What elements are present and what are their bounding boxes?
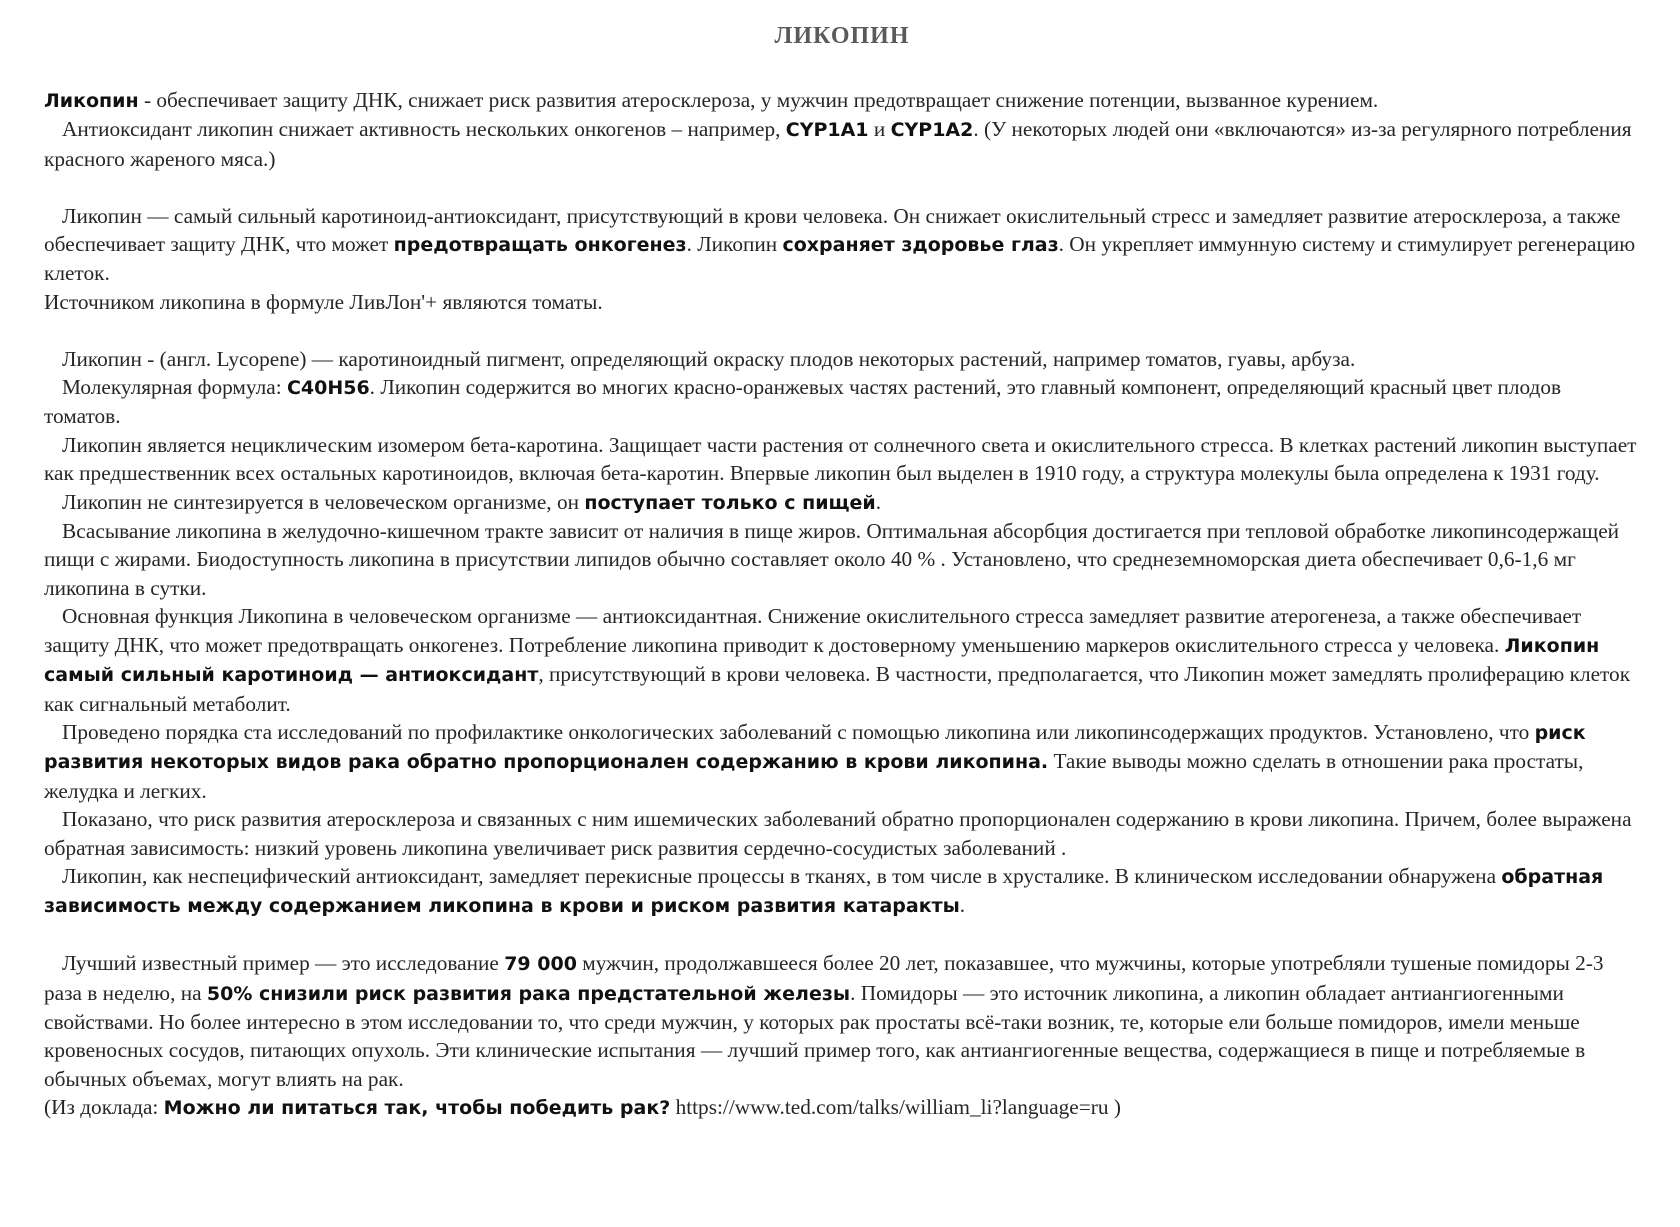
bold-text: предотвращать онкогенез	[393, 234, 687, 257]
text-run: Показано, что риск развития атеросклероза и связанных с ним ишемических заболеваний обратно пропорционален содержанию в крови ликопина. Причем, более выражена обратная зависимость: низкий уровень ликопина увеличивает риск развития сердечно-сосудистых заболеваний .	[44, 807, 1632, 860]
paragraph	[44, 373, 1640, 431]
paragraph	[44, 718, 1640, 805]
paragraph	[44, 345, 1640, 373]
paragraph	[44, 1093, 1640, 1122]
text-run: Источником ликопина в формуле ЛивЛон'+ являются томаты.	[44, 289, 603, 314]
bold-text: CYP1A2	[890, 119, 974, 142]
paragraph	[44, 86, 1640, 115]
text-run: Молекулярная формула:	[62, 375, 287, 400]
bold-text: C40H56	[286, 377, 370, 400]
text-run: Ликопин - (англ. Lycopene) — каротиноидный пигмент, определяющий окраску плодов некоторых растений, например томатов, гуавы, арбуза.	[62, 346, 1356, 371]
bold-text: обратная зависимость между содержанием ликопина в крови и риском развития катаракты	[44, 865, 1604, 918]
text-run: Такие выводы можно сделать в отношении рака простаты, желудка и легких.	[44, 749, 1584, 803]
paragraph	[44, 202, 1640, 288]
text-run: - обеспечивает защиту ДНК, снижает риск развития атеросклероза, у мужчин предотвращает снижение потенции, вызванное курением.	[138, 88, 1379, 112]
text-run: Ликопин — самый сильный каротиноид-антиоксидант, присутствующий в крови человека. Он снижает окислительный стресс и замедляет развитие атеросклероза, а также обеспечивает защиту ДНК, что может	[44, 203, 1621, 257]
text-run: https://www.ted.com/talks/william_li?language=ru )	[670, 1095, 1121, 1120]
text-run: . Ликопин	[686, 232, 783, 257]
bold-text: CYP1A1	[785, 119, 869, 142]
paragraph-spacer	[44, 316, 1640, 344]
paragraph	[44, 862, 1640, 921]
text-run: Лучший известный пример — это исследование	[62, 951, 505, 976]
bold-text: 79 000	[504, 953, 577, 976]
bold-text: Ликопин	[44, 90, 139, 112]
text-run: , присутствующий в крови человека. В частности, предполагается, что Ликопин может замедлять пролиферацию клеток как сигнальный метаболит.	[44, 662, 1631, 716]
text-run: Ликопин, как неспецифический антиоксидант, замедляет перекисные процессы в тканях, в том числе в хрусталике. В клиническом исследовании обнаружена	[62, 863, 1502, 888]
text-run: . Ликопин содержится во многих красно-оранжевых частях растений, это главный компонент, определяющий красный цвет плодов томатов.	[44, 375, 1562, 429]
page-title: ЛИКОПИН	[774, 23, 910, 49]
text-run: Всасывание ликопина в желудочно-кишечном тракте зависит от наличия в пище жиров. Оптимальная абсорбция достигается при тепловой обработке ликопинсодержащей пищи с жирами. Биодоступность ликопина в присутствии липидов обычно составляет около 40 % . Установлено, что среднеземноморская диета обеспечивает 0,6-1,6 мг ликопина в сутки.	[44, 519, 1620, 600]
text-run: .	[959, 893, 966, 918]
bold-text: сохраняет здоровье глаз	[782, 234, 1059, 257]
text-run: .	[875, 489, 882, 514]
paragraph	[44, 288, 1640, 316]
text-run: и	[868, 117, 891, 142]
paragraph	[44, 431, 1640, 488]
document-body	[44, 86, 1640, 1123]
paragraph	[44, 602, 1640, 718]
bold-text: 50% снизили риск развития рака предстательной железы	[206, 982, 851, 1005]
paragraph	[44, 115, 1640, 173]
bold-text: Ликопин самый сильный каротиноид — антиоксидант	[44, 634, 1600, 687]
text-run: . Он укрепляет иммунную систему и стимулирует регенерацию клеток.	[44, 232, 1636, 286]
text-run: (Из доклада:	[44, 1095, 164, 1120]
paragraph	[44, 517, 1640, 602]
paragraph	[44, 949, 1640, 1093]
text-run: мужчин, продолжавшееся более 20 лет, показавшее, что мужчины, которые употребляли тушеные помидоры 2-3 раза в неделю, на	[44, 951, 1604, 1005]
text-run: Антиоксидант ликопин снижает активность нескольких онкогенов – например,	[62, 117, 786, 142]
paragraph-spacer	[44, 173, 1640, 201]
bold-text: риск развития некоторых видов рака обратно пропорционален содержанию в крови ликопина.	[44, 721, 1586, 774]
paragraph	[44, 488, 1640, 517]
text-run: . (У некоторых людей они «включаются» из-за регулярного потребления красного жареного мяса.)	[44, 117, 1632, 171]
bold-text: Можно ли питаться так, чтобы победить рак?	[163, 1097, 671, 1120]
text-run: . Помидоры — это источник ликопина, а ликопин обладает антиангиогенными свойствами. Но более интересно в этом исследовании то, что среди мужчин, у которых рак простаты всё-таки возник, те, которые ели больше помидоров, имели меньше кровеносных сосудов, питающих опухоль. Эти клинические испытания — лучший пример того, как антиангиогенные вещества, содержащиеся в пище и потребляемые в обычных объемах, могут влиять на рак.	[44, 980, 1586, 1091]
text-run: Проведено порядка ста исследований по профилактике онкологических заболеваний с помощью ликопина или ликопинсодержащих продуктов. Установлено, что	[62, 719, 1535, 744]
text-run: Ликопин не синтезируется в человеческом организме, он	[62, 489, 585, 514]
bold-text: поступает только с пищей	[584, 491, 876, 514]
paragraph-spacer	[44, 921, 1640, 949]
paragraph	[44, 805, 1640, 862]
text-run: Основная функция Ликопина в человеческом организме — антиоксидантная. Снижение окислительного стресса замедляет развитие атерогенеза, а также обеспечивает защиту ДНК, что может предотвращать онкогенез. Потребление ликопина приводит к достоверному уменьшению маркеров окислительного стресса у человека.	[44, 604, 1582, 657]
text-run: Ликопин является нециклическим изомером бета-каротина. Защищает части растения от солнечного света и окислительного стресса. В клетках растений ликопин выступает как предшественник всех остальных каротиноидов, включая бета-каротин. Впервые ликопин был выделен в 1910 году, а структура молекулы была определена к 1931 году.	[44, 432, 1637, 486]
